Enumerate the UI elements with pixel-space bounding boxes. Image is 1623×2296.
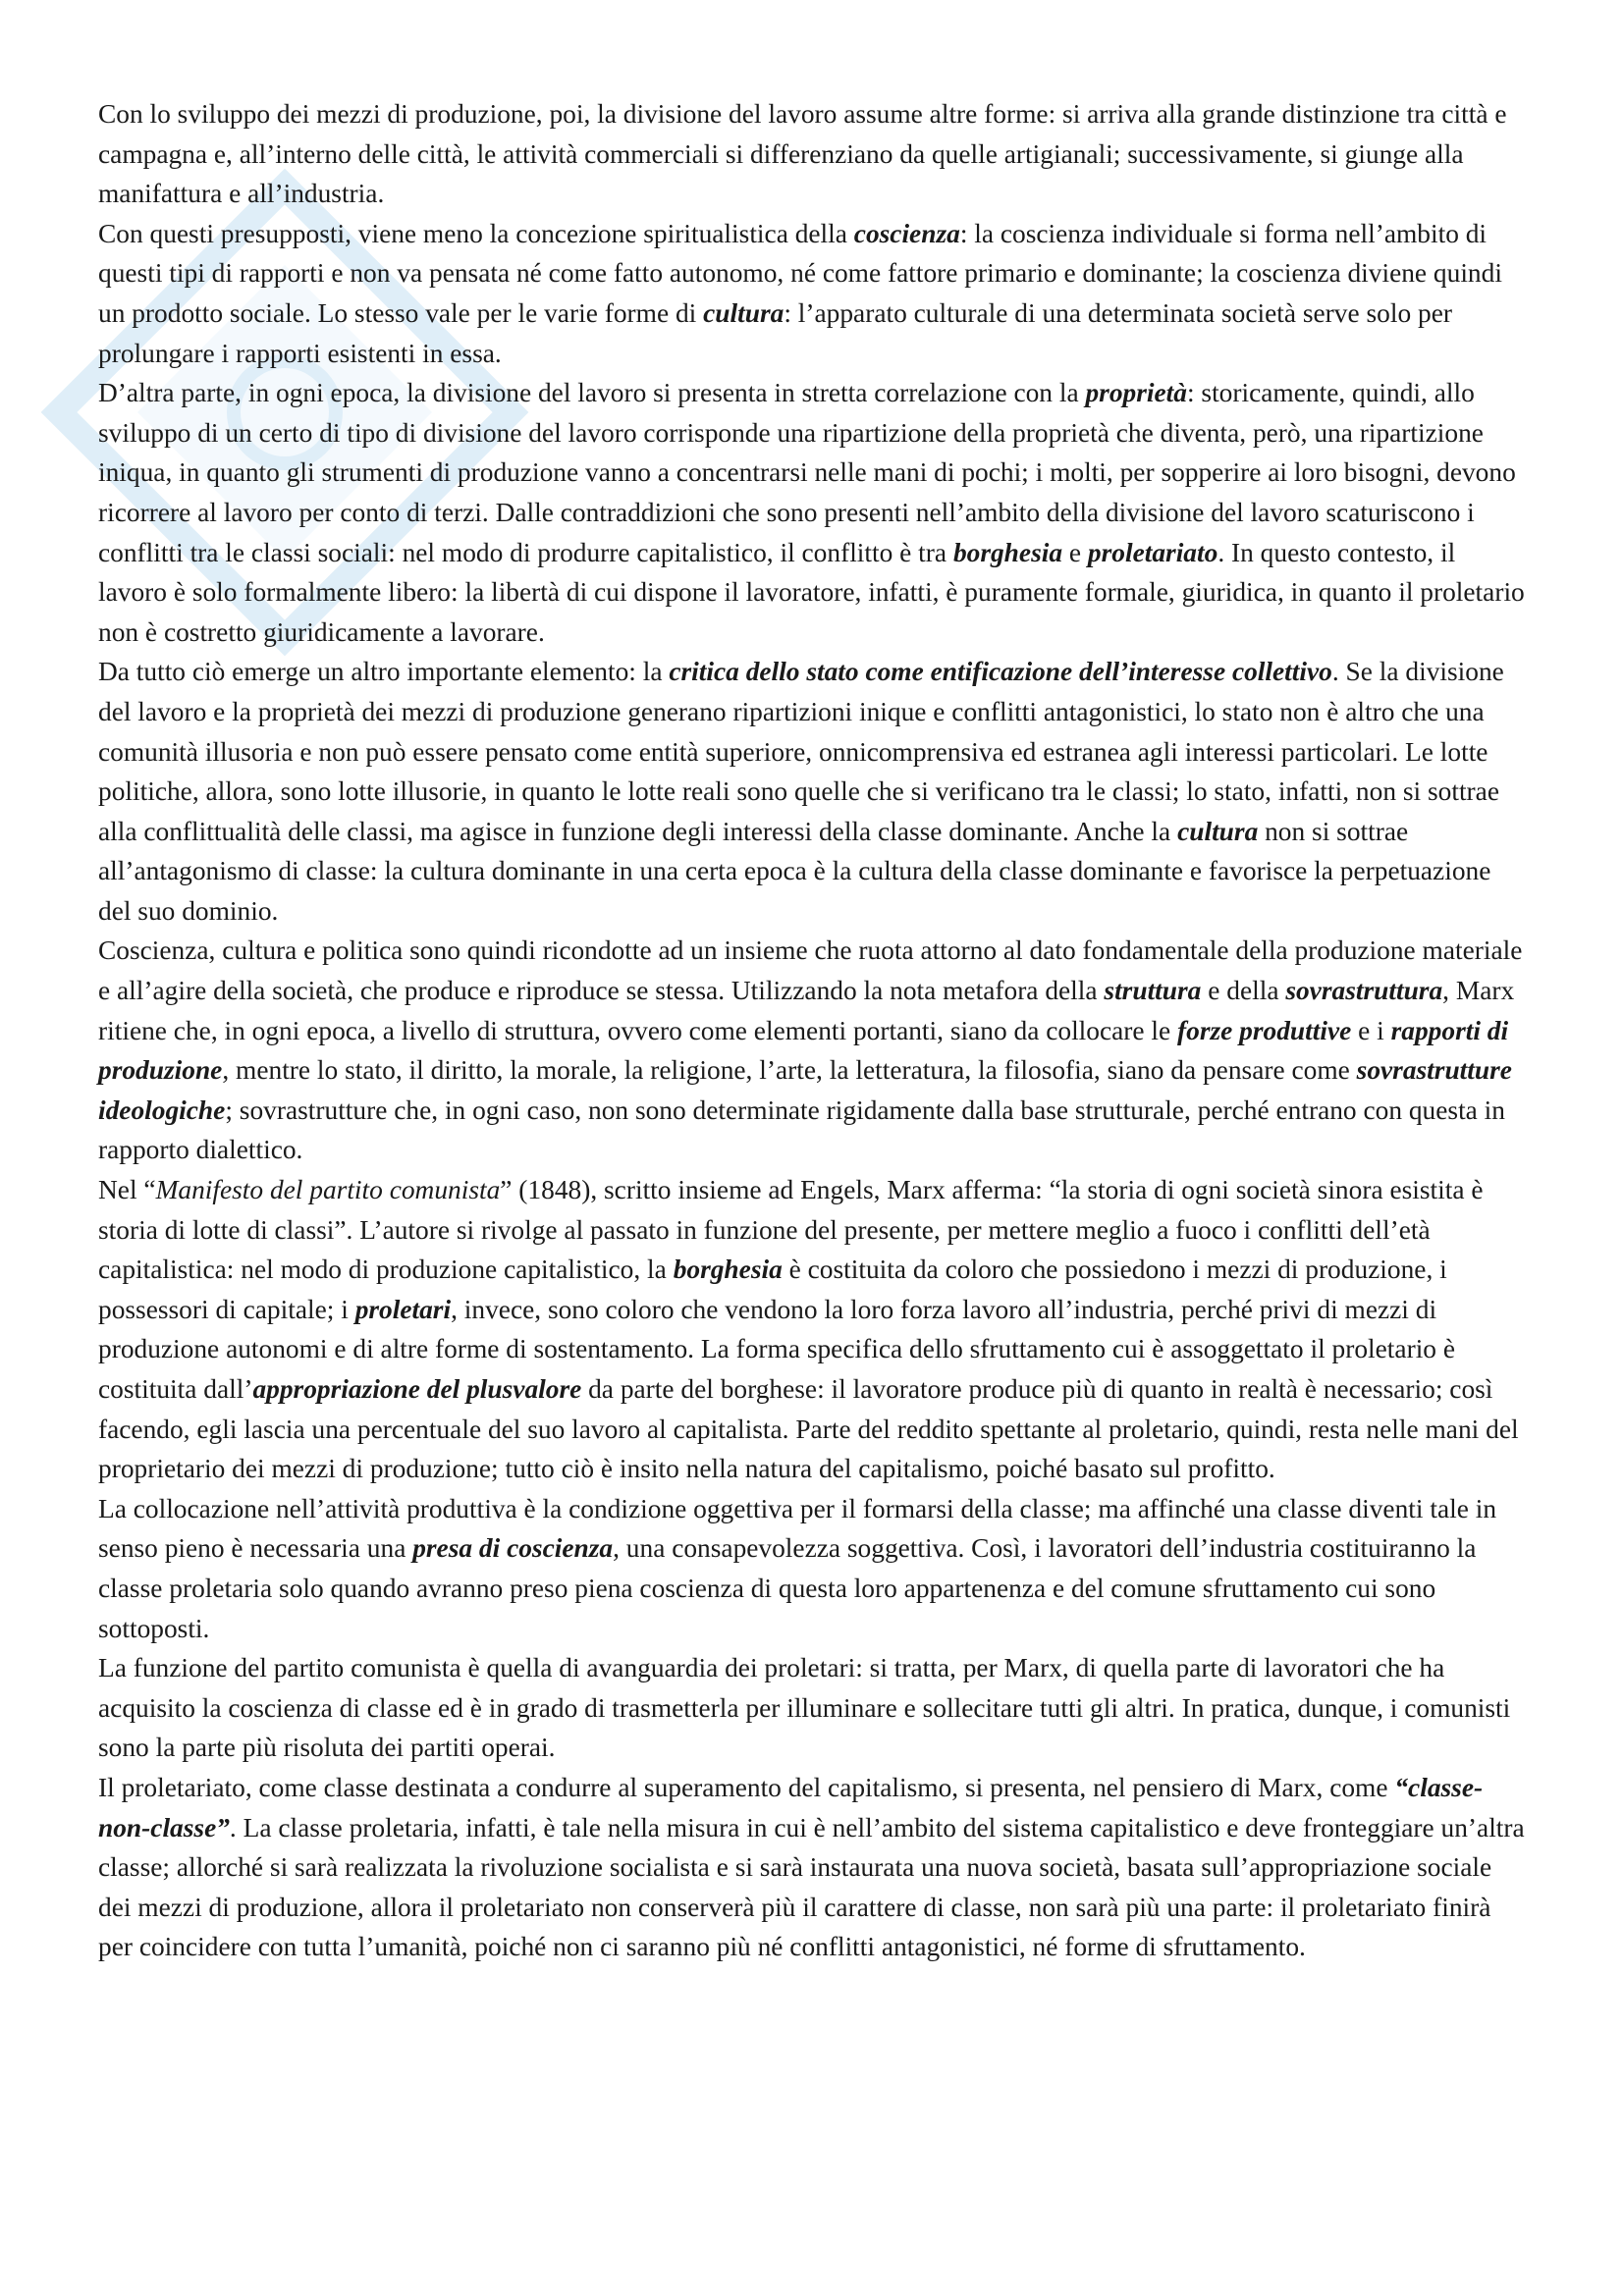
emphasized-term: cultura bbox=[1177, 816, 1259, 846]
text-run: da parte del borghese: il lavoratore produce più di quanto in realtà è necessario; così facendo, egli lascia una percentuale del suo lavoro al capitalista. Parte del reddito spettante al proletario, quindi, resta nelle mani del proprietario dei mezzi di produzione; tutto ciò è insito nella natura del capitalismo, poiché basato sul profitto. bbox=[98, 1374, 1519, 1484]
emphasized-term: sovrastruttura bbox=[1285, 976, 1443, 1006]
text-run: ” (1848), scritto insieme ad Engels, Marx afferma: “la storia di ogni società sinora esistita è storia di lotte di classi”. L’autore si rivolge al passato in funzione del presente, per mettere meglio a fuoco i conflitti dell’età capitalistica: nel modo di produzione capitalistico, la bbox=[98, 1175, 1484, 1285]
text-run: Con lo sviluppo dei mezzi di produzione, poi, la divisione del lavoro assume altre forme: si arriva alla grande distinzione tra città e campagna e, all’interno delle città, le attività commerciali si differenziano da quelle artigianali; successivamente, si giunge alla manifattura e all’industria. bbox=[98, 99, 1507, 209]
emphasized-term: rapporti di produzione bbox=[98, 1015, 1509, 1086]
text-run: ; sovrastrutture che, in ogni caso, non sono determinate rigidamente dalla base strutturale, perché entrano con questa in rapporto dialettico. bbox=[98, 1095, 1505, 1165]
text-run: Coscienza, cultura e politica sono quindi ricondotte ad un insieme che ruota attorno al dato fondamentale della produzione materiale e all’agire della società, che produce e riproduce se stessa. Utilizzando la nota metafora della bbox=[98, 935, 1523, 1006]
emphasized-term: cultura bbox=[703, 297, 784, 328]
paragraph bbox=[98, 1170, 1526, 1489]
text-run: La collocazione nell’attività produttiva è la condizione oggettiva per il formarsi della classe; ma affinché una classe diventi tale in senso pieno è necessaria una bbox=[98, 1493, 1497, 1564]
emphasized-term: appropriazione del plusvalore bbox=[252, 1374, 582, 1404]
italic-title: Manifesto del partito comunista bbox=[155, 1175, 501, 1205]
text-run: . Se la divisione del lavoro e la proprietà dei mezzi di produzione generano ripartizioni inique e conflitti antagonistici, lo stato non è altro che una comunità illusoria e non può essere pensato come entità superiore, onnicomprensiva ed estranea agli interessi particolari. Le lotte politiche, allora, sono lotte illusorie, in quanto le lotte reali sono quelle che si verificano tra le classi; lo stato, infatti, non si sottrae alla conflittualità delle classi, ma agisce in funzione degli interessi della classe dominante. Anche la bbox=[98, 657, 1504, 846]
emphasized-term: sovrastrutture ideologiche bbox=[98, 1055, 1512, 1125]
emphasized-term: struttura bbox=[1104, 976, 1202, 1006]
text-run: e bbox=[1062, 537, 1088, 567]
text-run: , invece, sono coloro che vendono la loro forza lavoro all’industria, perché privi di mezzi di produzione autonomi e di altre forme di sostentamento. La forma specifica dello sfruttamento cui è assoggettato il proletario è costituita dall’ bbox=[98, 1294, 1456, 1404]
text-run: non si sottrae all’antagonismo di classe: la cultura dominante in una certa epoca è la cultura della classe dominante e favorisce la perpetuazione del suo dominio. bbox=[98, 816, 1491, 926]
text-run: Il proletariato, come classe destinata a condurre al superamento del capitalismo, si presenta, nel pensiero di Marx, come bbox=[98, 1772, 1395, 1802]
text-run: Con questi presupposti, viene meno la concezione spiritualistica della bbox=[98, 218, 854, 248]
emphasized-term: forze produttive bbox=[1177, 1015, 1352, 1045]
emphasized-term: proletari bbox=[354, 1294, 452, 1324]
body-text bbox=[98, 94, 1526, 1967]
text-run: . In questo contesto, il lavoro è solo formalmente libero: la libertà di cui dispone il lavoratore, infatti, è puramente formale, giuridica, in quanto il proletario non è costretto giuridicamente a lavorare. bbox=[98, 537, 1525, 647]
text-run: Nel “ bbox=[98, 1175, 156, 1205]
emphasized-term: borghesia bbox=[952, 537, 1063, 567]
paragraph bbox=[98, 652, 1526, 931]
text-run: Da tutto ciò emerge un altro importante elemento: la bbox=[98, 657, 670, 687]
text-run: : storicamente, quindi, allo sviluppo di un certo di tipo di divisione del lavoro corrisponde una ripartizione della proprietà che diventa, però, una ripartizione iniqua, in quanto gli strumenti di produzione vanno a concentrarsi nelle mani di pochi; i molti, per sopperire ai loro bisogni, devono ricorrere al lavoro per conto di terzi. Dalle contraddizioni che sono presenti nell’ambito della divisione del lavoro scaturiscono i conflitti tra le classi sociali: nel modo di produrre capitalistico, il conflitto è tra bbox=[98, 378, 1516, 567]
text-run: La funzione del partito comunista è quella di avanguardia dei proletari: si tratta, per Marx, di quella parte di lavoratori che ha acquisito la coscienza di classe ed è in grado di trasmetterla per illuminare e sollecitare tutti gli altri. In pratica, dunque, i comunisti sono la parte più risoluta dei partiti operai. bbox=[98, 1653, 1511, 1763]
text-run: e i bbox=[1351, 1015, 1391, 1045]
text-run: , mentre lo stato, il diritto, la morale, la religione, l’arte, la letteratura, la filosofia, siano da pensare come bbox=[222, 1055, 1357, 1086]
text-run: : la coscienza individuale si forma nell’ambito di questi tipi di rapporti e non va pensata né come fatto autonomo, né come fattore primario e dominante; la coscienza diviene quindi un prodotto sociale. Lo stesso vale per le varie forme di bbox=[98, 218, 1502, 328]
paragraph bbox=[98, 1489, 1526, 1648]
paragraph bbox=[98, 931, 1526, 1170]
text-run: è costituita da coloro che possiedono i mezzi di produzione, i possessori di capitale; i bbox=[98, 1255, 1447, 1324]
text-run: . La classe proletaria, infatti, è tale nella misura in cui è nell’ambito del sistema capitalistico e deve fronteggiare un’altra classe; allorché si sarà realizzata la rivoluzione socialista e si sarà instaurata una nuova società, basata sull’appropriazione sociale dei mezzi di produzione, allora il proletariato non conserverà più il carattere di classe, non sarà più una parte: il proletariato finirà per coincidere con tutta l’umanità, poiché non ci saranno più né conflitti antagonistici, né forme di sfruttamento. bbox=[98, 1812, 1525, 1962]
paragraph bbox=[98, 94, 1526, 214]
emphasized-term: presa di coscienza bbox=[412, 1533, 614, 1564]
emphasized-term: proprietà bbox=[1085, 378, 1187, 408]
text-run: e della bbox=[1201, 976, 1286, 1006]
emphasized-term: proletariato bbox=[1087, 537, 1218, 567]
text-run: , una consapevolezza soggettiva. Così, i lavoratori dell’industria costituiranno la classe proletaria solo quando avranno preso piena coscienza di questa loro appartenenza e del comune sfruttamento cui sono sottoposti. bbox=[98, 1533, 1477, 1643]
paragraph bbox=[98, 1768, 1526, 1967]
text-run: , Marx ritiene che, in ogni epoca, a livello di struttura, ovvero come elementi portanti, siano da collocare le bbox=[98, 976, 1515, 1045]
emphasized-term: coscienza bbox=[853, 218, 960, 248]
paragraph bbox=[98, 214, 1526, 373]
text-run: D’altra parte, in ogni epoca, la divisione del lavoro si presenta in stretta correlazione con la bbox=[98, 378, 1086, 408]
emphasized-term: “classe-non-classe” bbox=[98, 1772, 1484, 1842]
emphasized-term: borghesia bbox=[673, 1255, 783, 1285]
paragraph bbox=[98, 1648, 1526, 1768]
text-run: : l’apparato culturale di una determinata società serve solo per prolungare i rapporti esistenti in essa. bbox=[98, 297, 1452, 368]
paragraph bbox=[98, 373, 1526, 652]
emphasized-term: critica dello stato come entificazione dell’interesse collettivo bbox=[669, 657, 1332, 687]
